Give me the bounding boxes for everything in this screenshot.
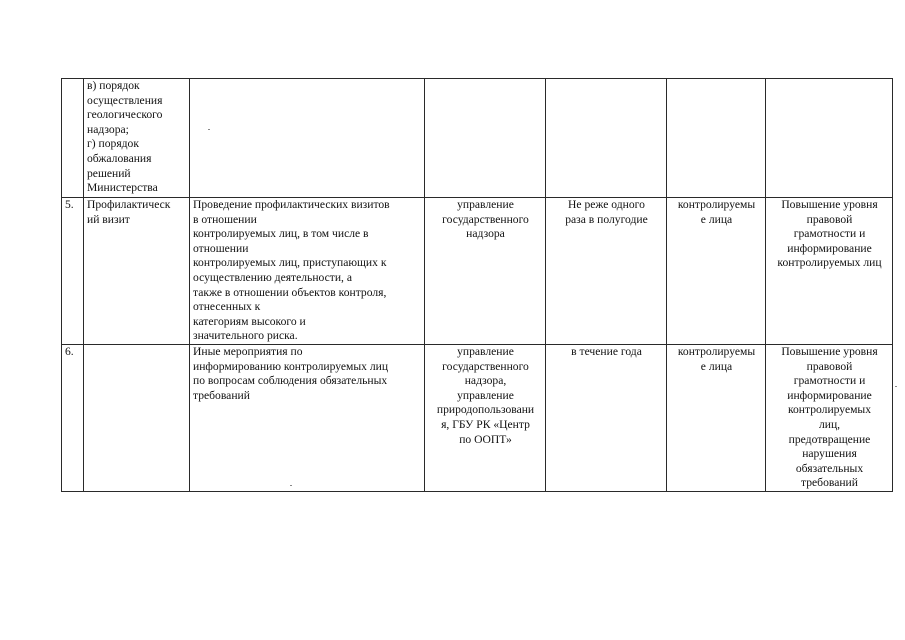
scan-speck <box>208 129 210 130</box>
cell-description <box>190 79 425 198</box>
cell-subject: контролируемы е лица <box>667 345 766 492</box>
cell-subject <box>667 79 766 198</box>
cell-description: Проведение профилактических визитов в отношении контролируемых лиц, в том числе в отношении контролируемых лиц, приступающих к осуществлению деятельности, а также в отношении объектов контроля, отнесенных к категориям высокого и значительного риска. <box>190 198 425 345</box>
cell-number <box>62 79 84 198</box>
scan-speck <box>895 386 897 387</box>
cell-description: Иные мероприятия по информированию контролируемых лиц по вопросам соблюдения обязательных требований <box>190 345 425 492</box>
cell-result <box>766 79 893 198</box>
scan-speck <box>290 485 292 486</box>
cell-number: 5. <box>62 198 84 345</box>
cell-activity-name: Профилактическ ий визит <box>84 198 190 345</box>
cell-subject: контролируемы е лица <box>667 198 766 345</box>
cell-term: Не реже одного раза в полугодие <box>546 198 667 345</box>
cell-result: Повышение уровня правовой грамотности и информирование контролируемых лиц, предотвращение нарушения обязательных требований <box>766 345 893 492</box>
table-row <box>62 198 893 345</box>
cell-responsible: управление государственного надзора <box>425 198 546 345</box>
cell-result: Повышение уровня правовой грамотности и информирование контролируемых лиц <box>766 198 893 345</box>
activities-table <box>61 78 893 492</box>
cell-term: в течение года <box>546 345 667 492</box>
cell-activity-name: в) порядок осуществления геологического надзора; г) порядок обжалования решений Министерства <box>84 79 190 198</box>
cell-term <box>546 79 667 198</box>
table-row <box>62 345 893 492</box>
table-row <box>62 79 893 198</box>
cell-responsible: управление государственного надзора, управление природопользовани я, ГБУ РК «Центр по ООПТ» <box>425 345 546 492</box>
cell-activity-name <box>84 345 190 492</box>
cell-responsible <box>425 79 546 198</box>
cell-number: 6. <box>62 345 84 492</box>
